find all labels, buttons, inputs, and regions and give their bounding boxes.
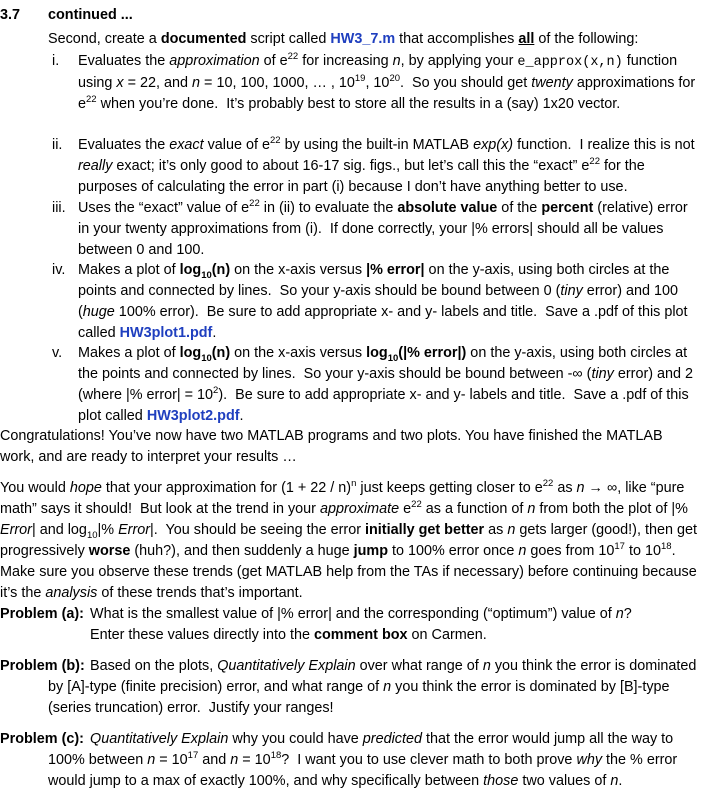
item-text: Uses the “exact” value of $e^{22}$ in (ii) to evaluate the absolute value of the percent (relative) error in your twenty approximations from (i). If done correctly, your |% errors| should all be values between 0 and 100.: [78, 198, 688, 258]
problem-label: Problem (c):: [0, 731, 84, 747]
item-number: i.: [52, 53, 60, 69]
item-text: Evaluates the approximation of $e^{22}$ for increasing n, by applying your e_approx(x,n) function using x = 22, and n = 10, 100, 1000, … , $10^{19}$, $10^{20}$. So you should get twenty approximations for $e^{22}$ when you’re done. It’s probably best to store all the results in a (say) 1x20 vector.: [78, 51, 696, 112]
problem-text: What is the smallest value of |% error| and the corresponding (“optimum”) value of n? Enter these values directly into the comment box on Carmen.: [90, 606, 632, 643]
problem-label: Problem (a):: [0, 606, 84, 622]
item-text: Makes a plot of $\log_{10}(n)$ on the x-axis versus $\log_{10}(|\%$ error|) on the y-axis, using both circles at the points and connected by lines. So your y-axis should be bound between -∞ (tiny error) and 2 (where |% error| = $10^2$). Be sure to add appropriate x- and y- labels and title. Save a .pdf of this plot called HW3plot2.pdf.: [78, 345, 694, 424]
item-number: v.: [52, 345, 63, 361]
problem-text: Quantitatively Explain why you could have predicted that the error would jump all the way to 100% between $n = 10^{17}$ and $n = 10^{18}$? I want you to use clever math to both prove why the % error would jump to a max of exactly 100%, and why specifically between those two values of n.: [48, 731, 678, 789]
script-filename: HW3_7.m: [330, 31, 396, 47]
item-number: iv.: [52, 262, 66, 278]
problem-text: Based on the plots, Quantitatively Explain over what range of n you think the error is dominated by [A]-type (finite precision) error, and what range of n you think the error is dominated by [B]-type (series truncation) error. Justify your ranges!: [48, 658, 697, 716]
item-number: ii.: [52, 137, 63, 153]
item-number: iii.: [52, 200, 66, 216]
intro-line: Second, create a documented script called HW3_7.m that accomplishes all of the following:: [48, 31, 639, 47]
problem-label: Problem (b):: [0, 658, 85, 674]
item-text: Makes a plot of $\log_{10}(n)$ on the x-axis versus |% error| on the y-axis, using both circles at the points and connected by lines. So your y-axis should be bound between 0 (tiny error) and 100 (huge 100% error). Be sure to add appropriate x- and y- labels and title. Save a .pdf of this plot called HW3plot1.pdf.: [78, 262, 688, 341]
analysis-paragraph: You would hope that your approximation for $(1 + 22 / n)^n$ just keeps getting closer to $e^{22}$ as n → ∞, like “pure math” says it should! But look at the trend in your approximate $e^{22}$ as a function of n from both the plot of |% Error| and $\log_{10}|\%$ Error|. You should be seeing the error initially get better as n gets larger (good!), then get progressively worse (huh?), and then suddenly a huge jump to 100% error once n goes from $10^{17}$ to $10^{18}$. Make sure you observe these trends (get MATLAB help from the TAs if necessary) before continuing because it’s the analysis of these trends that’s important.: [0, 478, 697, 601]
item-text: Evaluates the exact value of $e^{22}$ by using the built-in MATLAB exp(x) function. I realize this is not really exact; it’s only good to about 16-17 sig. figs., but let’s call this the “exact” $e^{22}$ for the purposes of calculating the error in part (i) because I don’t have anything better to use.: [78, 135, 695, 195]
congrats-paragraph: Congratulations! You’ve now have two MATLAB programs and two plots. You have finished the MATLAB work, and are ready to interpret your results …: [0, 428, 663, 465]
section-title: continued ...: [48, 7, 133, 23]
section-number: 3.7: [0, 7, 21, 23]
